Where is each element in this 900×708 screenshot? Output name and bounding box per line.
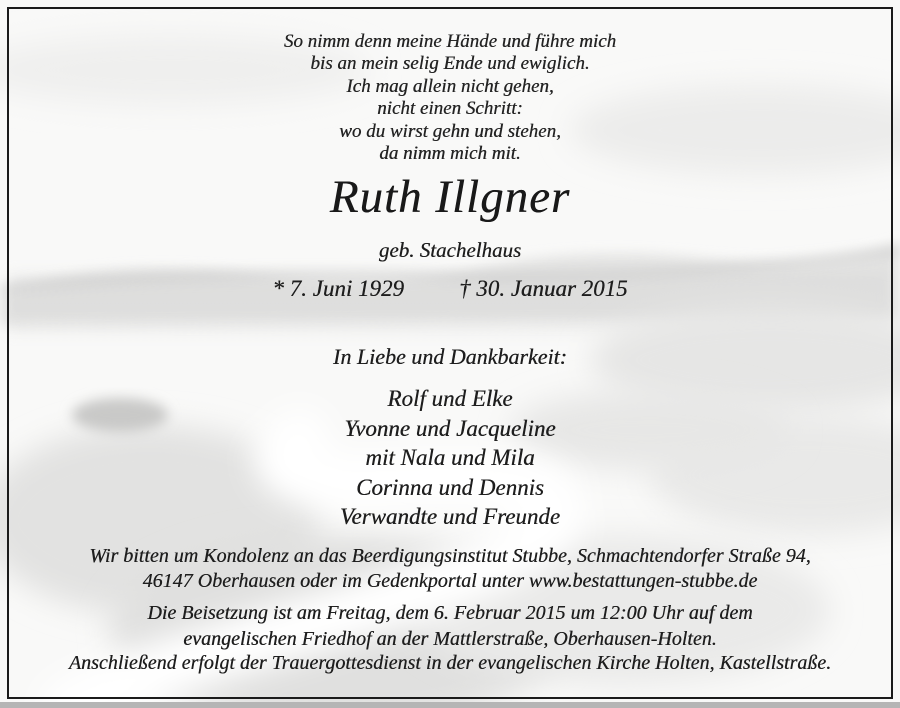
mourner-line: Yvonne und Jacqueline — [344, 415, 556, 441]
burial-line: evangelischen Friedhof an der Mattlerstraße, Oberhausen-Holten. — [183, 627, 717, 650]
service-info: Anschließend erfolgt der Trauergottesdienst in der evangelischen Kirche Holten, Kastellstraße. — [68, 652, 832, 674]
poem-line: da nimm mich mit. — [379, 143, 521, 165]
burial-line: Die Beisetzung ist am Freitag, dem 6. Februar 2015 um 12:00 Uhr auf dem — [147, 602, 753, 624]
death-date: † 30. Januar 2015 — [458, 276, 628, 301]
poem-line: wo du wirst gehn und stehen, — [339, 120, 561, 142]
poem-line: nicht einen Schritt: — [377, 98, 523, 120]
birth-date: * 7. Juni 1929 — [272, 276, 404, 301]
burial-info — [0, 601, 900, 652]
life-dates — [0, 276, 900, 302]
poem-line: bis an mein selig Ende und ewiglich. — [310, 53, 590, 75]
tribute-heading: In Liebe und Dankbarkeit: — [333, 344, 567, 369]
mourner-line: Verwandte und Freunde — [339, 504, 561, 529]
opening-poem — [0, 31, 900, 165]
mourner-line: Rolf und Elke — [387, 386, 513, 411]
mourner-line: Corinna und Dennis — [356, 474, 544, 500]
condolence-info — [0, 544, 900, 594]
condolence-line: 46147 Oberhausen oder im Gedenkportal unter www.bestattungen-stubbe.de — [142, 570, 758, 592]
mourner-line: mit Nala und Mila — [365, 445, 535, 470]
poem-line: So nimm denn meine Hände und führe mich — [283, 31, 617, 52]
poem-line: Ich mag allein nicht gehen, — [346, 75, 554, 97]
mourners-list — [0, 384, 900, 532]
scan-edge-strip — [0, 702, 900, 708]
condolence-line: Wir bitten um Kondolenz an das Beerdigungsinstitut Stubbe, Schmachtendorfer Straße 94, — [89, 545, 811, 567]
maiden-name: geb. Stachelhaus — [378, 238, 522, 262]
deceased-name: Ruth Illgner — [329, 171, 571, 223]
